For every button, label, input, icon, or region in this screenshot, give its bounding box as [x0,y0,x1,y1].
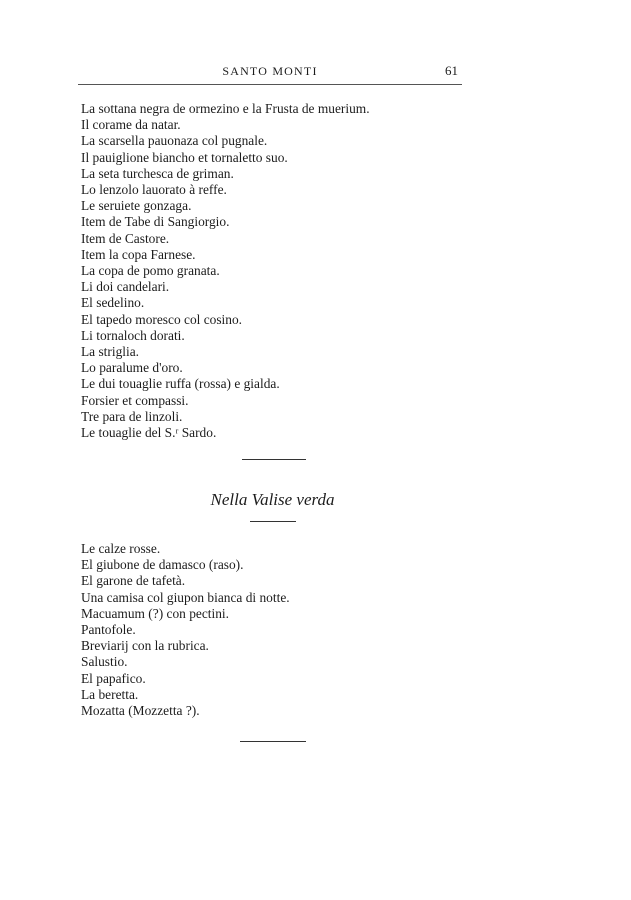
list-item: Le dui touaglie ruffa (rossa) e gialda. [81,376,280,392]
list-item: Forsier et compassi. [81,392,189,408]
list-item: Pantofole. [81,622,136,638]
inventory-list-second [81,541,290,719]
list-item: Tre para de linzoli. [81,408,183,424]
list-item: Item la copa Farnese. [81,246,196,262]
list-item: Lo paralume d'oro. [81,360,183,376]
section-title: Nella Valise verda [210,490,335,509]
list-item: El sedelino. [81,295,145,311]
list-item: El garone de tafetà. [81,573,186,589]
list-item: Li doi candelari. [81,279,170,295]
list-item: Macuamum (?) con pectini. [81,605,229,621]
list-item: Mozatta (Mozzetta ?). [81,703,200,719]
inventory-list-first [81,101,370,441]
list-item: El papafico. [81,670,146,686]
list-item: El giubone de damasco (raso). [81,557,244,573]
list-item: Item de Tabe di Sangiorgio. [81,214,230,230]
title-underline [250,521,296,522]
list-item: La scarsella pauonaza col pugnale. [81,133,268,149]
list-item: Le seruiete gonzaga. [81,198,192,214]
list-item: La sottana negra de ormezino e la Frusta de muerium. [81,101,370,116]
end-divider [240,741,306,742]
running-title: SANTO MONTI [222,64,318,78]
list-item: Una camisa col giupon bianca di notte. [81,589,290,605]
list-item: El tapedo moresco col cosino. [81,311,243,327]
list-item: La copa de pomo granata. [81,263,220,279]
list-item: Il corame da natar. [81,117,181,133]
list-item: Item de Castore. [81,230,170,246]
list-item: La seta turchesca de griman. [81,165,234,181]
list-item: Il pauiglione biancho et tornaletto suo. [81,149,288,165]
page-number: 61 [445,63,458,78]
section-divider [242,459,306,460]
list-item: Le calze rosse. [81,541,161,556]
list-item: Li tornaloch dorati. [81,327,185,343]
running-header [78,62,462,84]
header-rule [78,84,462,85]
list-item: La beretta. [81,686,139,702]
list-item: Salustio. [81,654,128,670]
list-item: Breviarij con la rubrica. [81,638,209,654]
list-item: La striglia. [81,344,140,360]
list-item: Le touaglie del S.ʳ Sardo. [81,425,217,441]
list-item: Lo lenzolo lauorato à reffe. [81,182,227,198]
